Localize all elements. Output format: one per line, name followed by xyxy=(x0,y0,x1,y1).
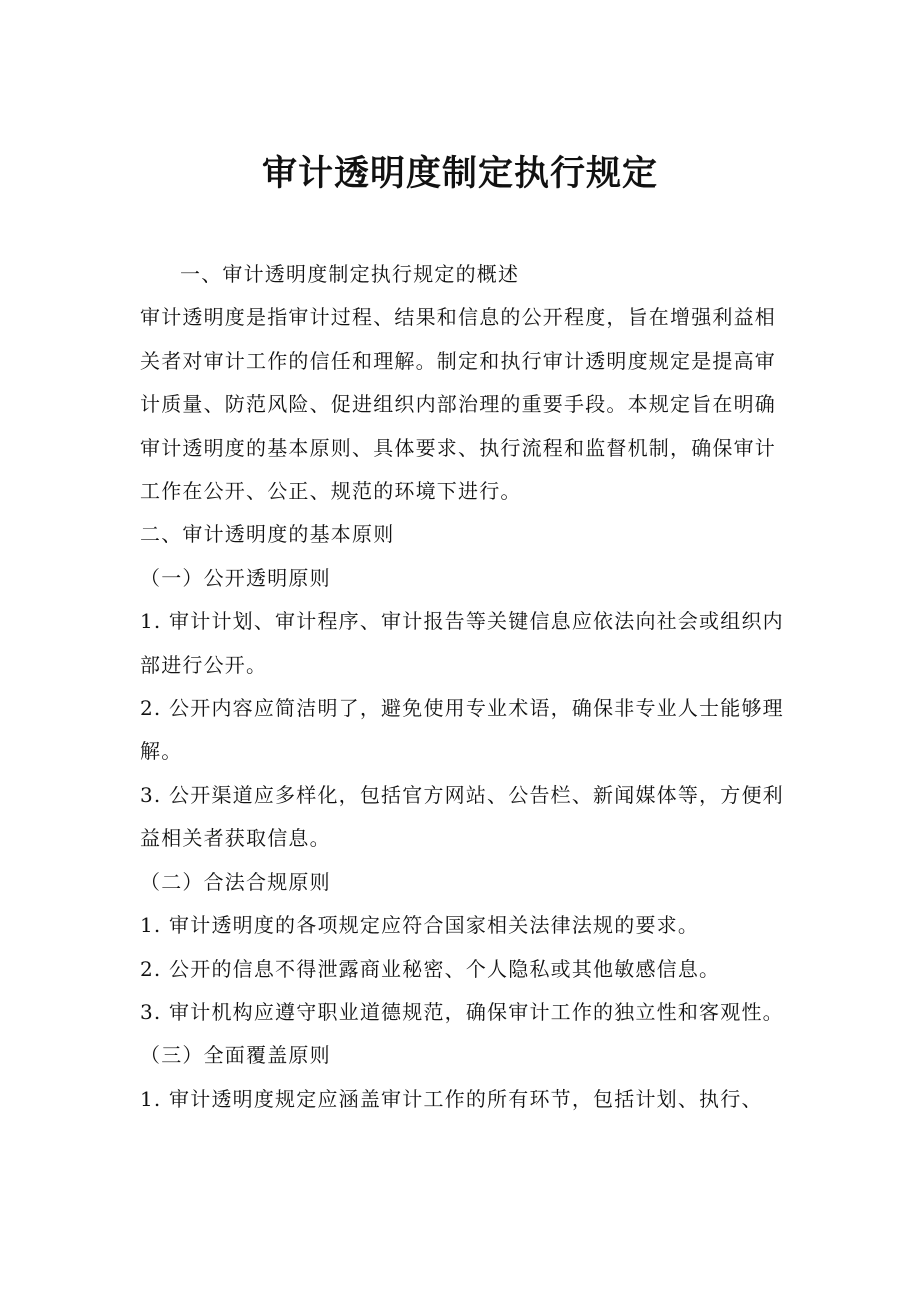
subsection-heading-legality: （二）合法合规原则 xyxy=(140,869,331,894)
subsection-heading-coverage: （三）全面覆盖原则 xyxy=(140,1043,331,1068)
list-item: 1. 审计计划、审计程序、审计报告等关键信息应依法向社会或组织内部进行公开。 xyxy=(140,609,784,677)
subsection-heading-openness: （一）公开透明原则 xyxy=(140,565,331,590)
list-item: 2. 公开内容应简洁明了，避免使用专业术语，确保非专业人士能够理解。 xyxy=(140,696,784,764)
document-body xyxy=(140,253,784,1121)
list-item: 1. 审计透明度的各项规定应符合国家相关法律法规的要求。 xyxy=(140,913,700,938)
paragraph-overview: 审计透明度是指审计过程、结果和信息的公开程度，旨在增强利益相关者对审计工作的信任和理解。制定和执行审计透明度规定是提高审计质量、防范风险、促进组织内部治理的重要手段。本规定旨在明确审计透明度的基本原则、具体要求、执行流程和监督机制，确保审计工作在公开、公正、规范的环境下进行。 xyxy=(140,305,776,504)
document-title: 审计透明度制定执行规定 xyxy=(261,154,658,194)
list-item: 2. 公开的信息不得泄露商业秘密、个人隐私或其他敏感信息。 xyxy=(140,956,721,981)
section-heading-overview: 一、审计透明度制定执行规定的概述 xyxy=(180,262,520,286)
list-item: 3. 公开渠道应多样化，包括官方网站、公告栏、新闻媒体等，方便利益相关者获取信息。 xyxy=(140,782,784,851)
section-heading-principles: 二、审计透明度的基本原则 xyxy=(140,522,395,547)
list-item: 3. 审计机构应遵守职业道德规范，确保审计工作的独立性和客观性。 xyxy=(140,999,784,1024)
list-item: 1. 审计透明度规定应涵盖审计工作的所有环节，包括计划、执行、 xyxy=(140,1086,763,1111)
